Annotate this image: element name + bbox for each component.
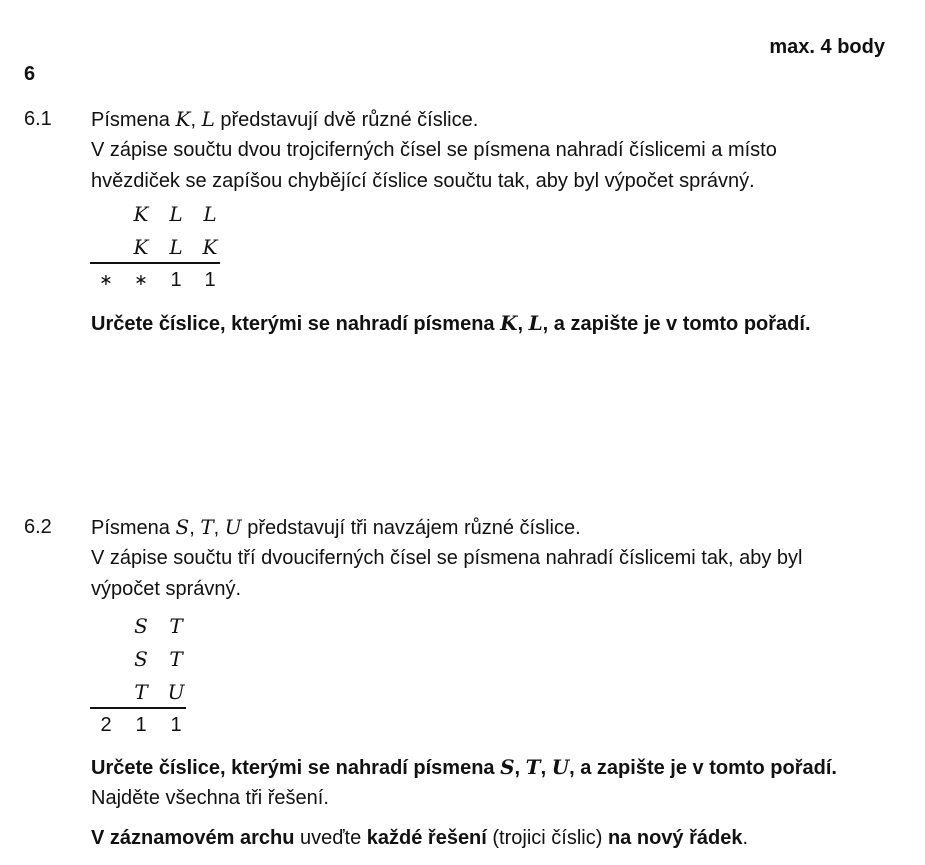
q1-line3: hvězdiček se zapíšou chybějící číslice součtu tak, aby byl výpočet správný. <box>91 170 755 192</box>
asterisk-placeholder: ∗ <box>134 272 148 289</box>
var-s: S <box>175 515 190 539</box>
separator: , <box>517 313 529 335</box>
q2-line2: V zápise součtu tří dvouciferných čísel se písmena nahradí číslicemi tak, aby byl <box>91 547 803 569</box>
digit-cell: U <box>167 680 185 704</box>
q2-final-instruction <box>91 823 748 854</box>
digit-cell: L <box>203 202 217 226</box>
separator: , <box>540 757 552 779</box>
var-l: L <box>201 107 215 131</box>
var-t: T <box>525 755 541 779</box>
q1-line1-pre: Písmena <box>91 109 176 131</box>
q1-line1-post: představují dvě různé číslice. <box>214 109 479 131</box>
q1-instruction <box>91 308 811 340</box>
q1-number: 6.1 <box>24 108 52 130</box>
answer-sheet-emphasis: V záznamovém archu <box>91 827 295 849</box>
asterisk-placeholder: ∗ <box>99 272 113 289</box>
digit-cell: S <box>134 614 148 638</box>
new-line-emphasis: na nový řádek <box>607 827 743 849</box>
var-k: K <box>500 311 518 335</box>
var-u: U <box>551 755 570 779</box>
q1-text <box>91 104 777 197</box>
q2-number: 6.2 <box>24 516 52 538</box>
digit-cell: 2 <box>100 714 112 736</box>
q2-text <box>91 512 802 605</box>
q1-instruction-pre: Určete číslice, kterými se nahradí písmena <box>91 313 501 335</box>
digit-cell: L <box>169 202 183 226</box>
digit-cell: 1 <box>170 714 182 736</box>
var-t: T <box>200 515 214 539</box>
digit-cell: 1 <box>170 269 182 291</box>
digit-cell: 1 <box>135 714 147 736</box>
digit-cell: T <box>169 614 183 638</box>
q1-addition <box>90 198 230 298</box>
final-text: uveďte <box>294 827 367 849</box>
q2-note: Najděte všechna tři řešení. <box>91 787 329 809</box>
digit-cell: K <box>133 235 149 259</box>
separator: , <box>213 517 225 539</box>
q2-line1-pre: Písmena <box>91 517 176 539</box>
q2-instruction-post: , a zapište je v tomto pořadí. <box>569 757 837 779</box>
digit-cell: K <box>133 202 149 226</box>
var-s: S <box>500 755 515 779</box>
digit-cell: K <box>202 235 218 259</box>
digit-cell: T <box>134 680 148 704</box>
separator: , <box>189 517 201 539</box>
q1-instruction-post: , a zapište je v tomto pořadí. <box>542 313 811 335</box>
separator: , <box>514 757 526 779</box>
var-u: U <box>224 515 242 539</box>
final-text: (trojici číslic) <box>486 827 608 849</box>
max-points-label: max. 4 body <box>769 36 885 58</box>
digit-cell: S <box>134 647 148 671</box>
q1-line1 <box>91 104 777 135</box>
digit-cell: L <box>169 235 183 259</box>
final-text: . <box>742 827 749 849</box>
q2-line3: výpočet správný. <box>91 578 242 600</box>
q2-instruction-pre: Určete číslice, kterými se nahradí písmena <box>91 757 501 779</box>
digit-cell: 1 <box>204 269 216 291</box>
separator: , <box>190 109 202 131</box>
task-number: 6 <box>24 63 36 85</box>
q1-line2: V zápise součtu dvou trojciferných čísel se písmena nahradí číslicemi a místo <box>91 139 777 161</box>
var-k: K <box>175 107 191 131</box>
q2-line1-post: představují tři navzájem různé číslice. <box>241 517 581 539</box>
each-solution-emphasis: každé řešení <box>366 827 487 849</box>
digit-cell: T <box>169 647 183 671</box>
q2-addition <box>90 610 230 742</box>
var-l: L <box>528 311 543 335</box>
q2-line1 <box>91 512 802 543</box>
q2-instruction <box>91 752 837 784</box>
